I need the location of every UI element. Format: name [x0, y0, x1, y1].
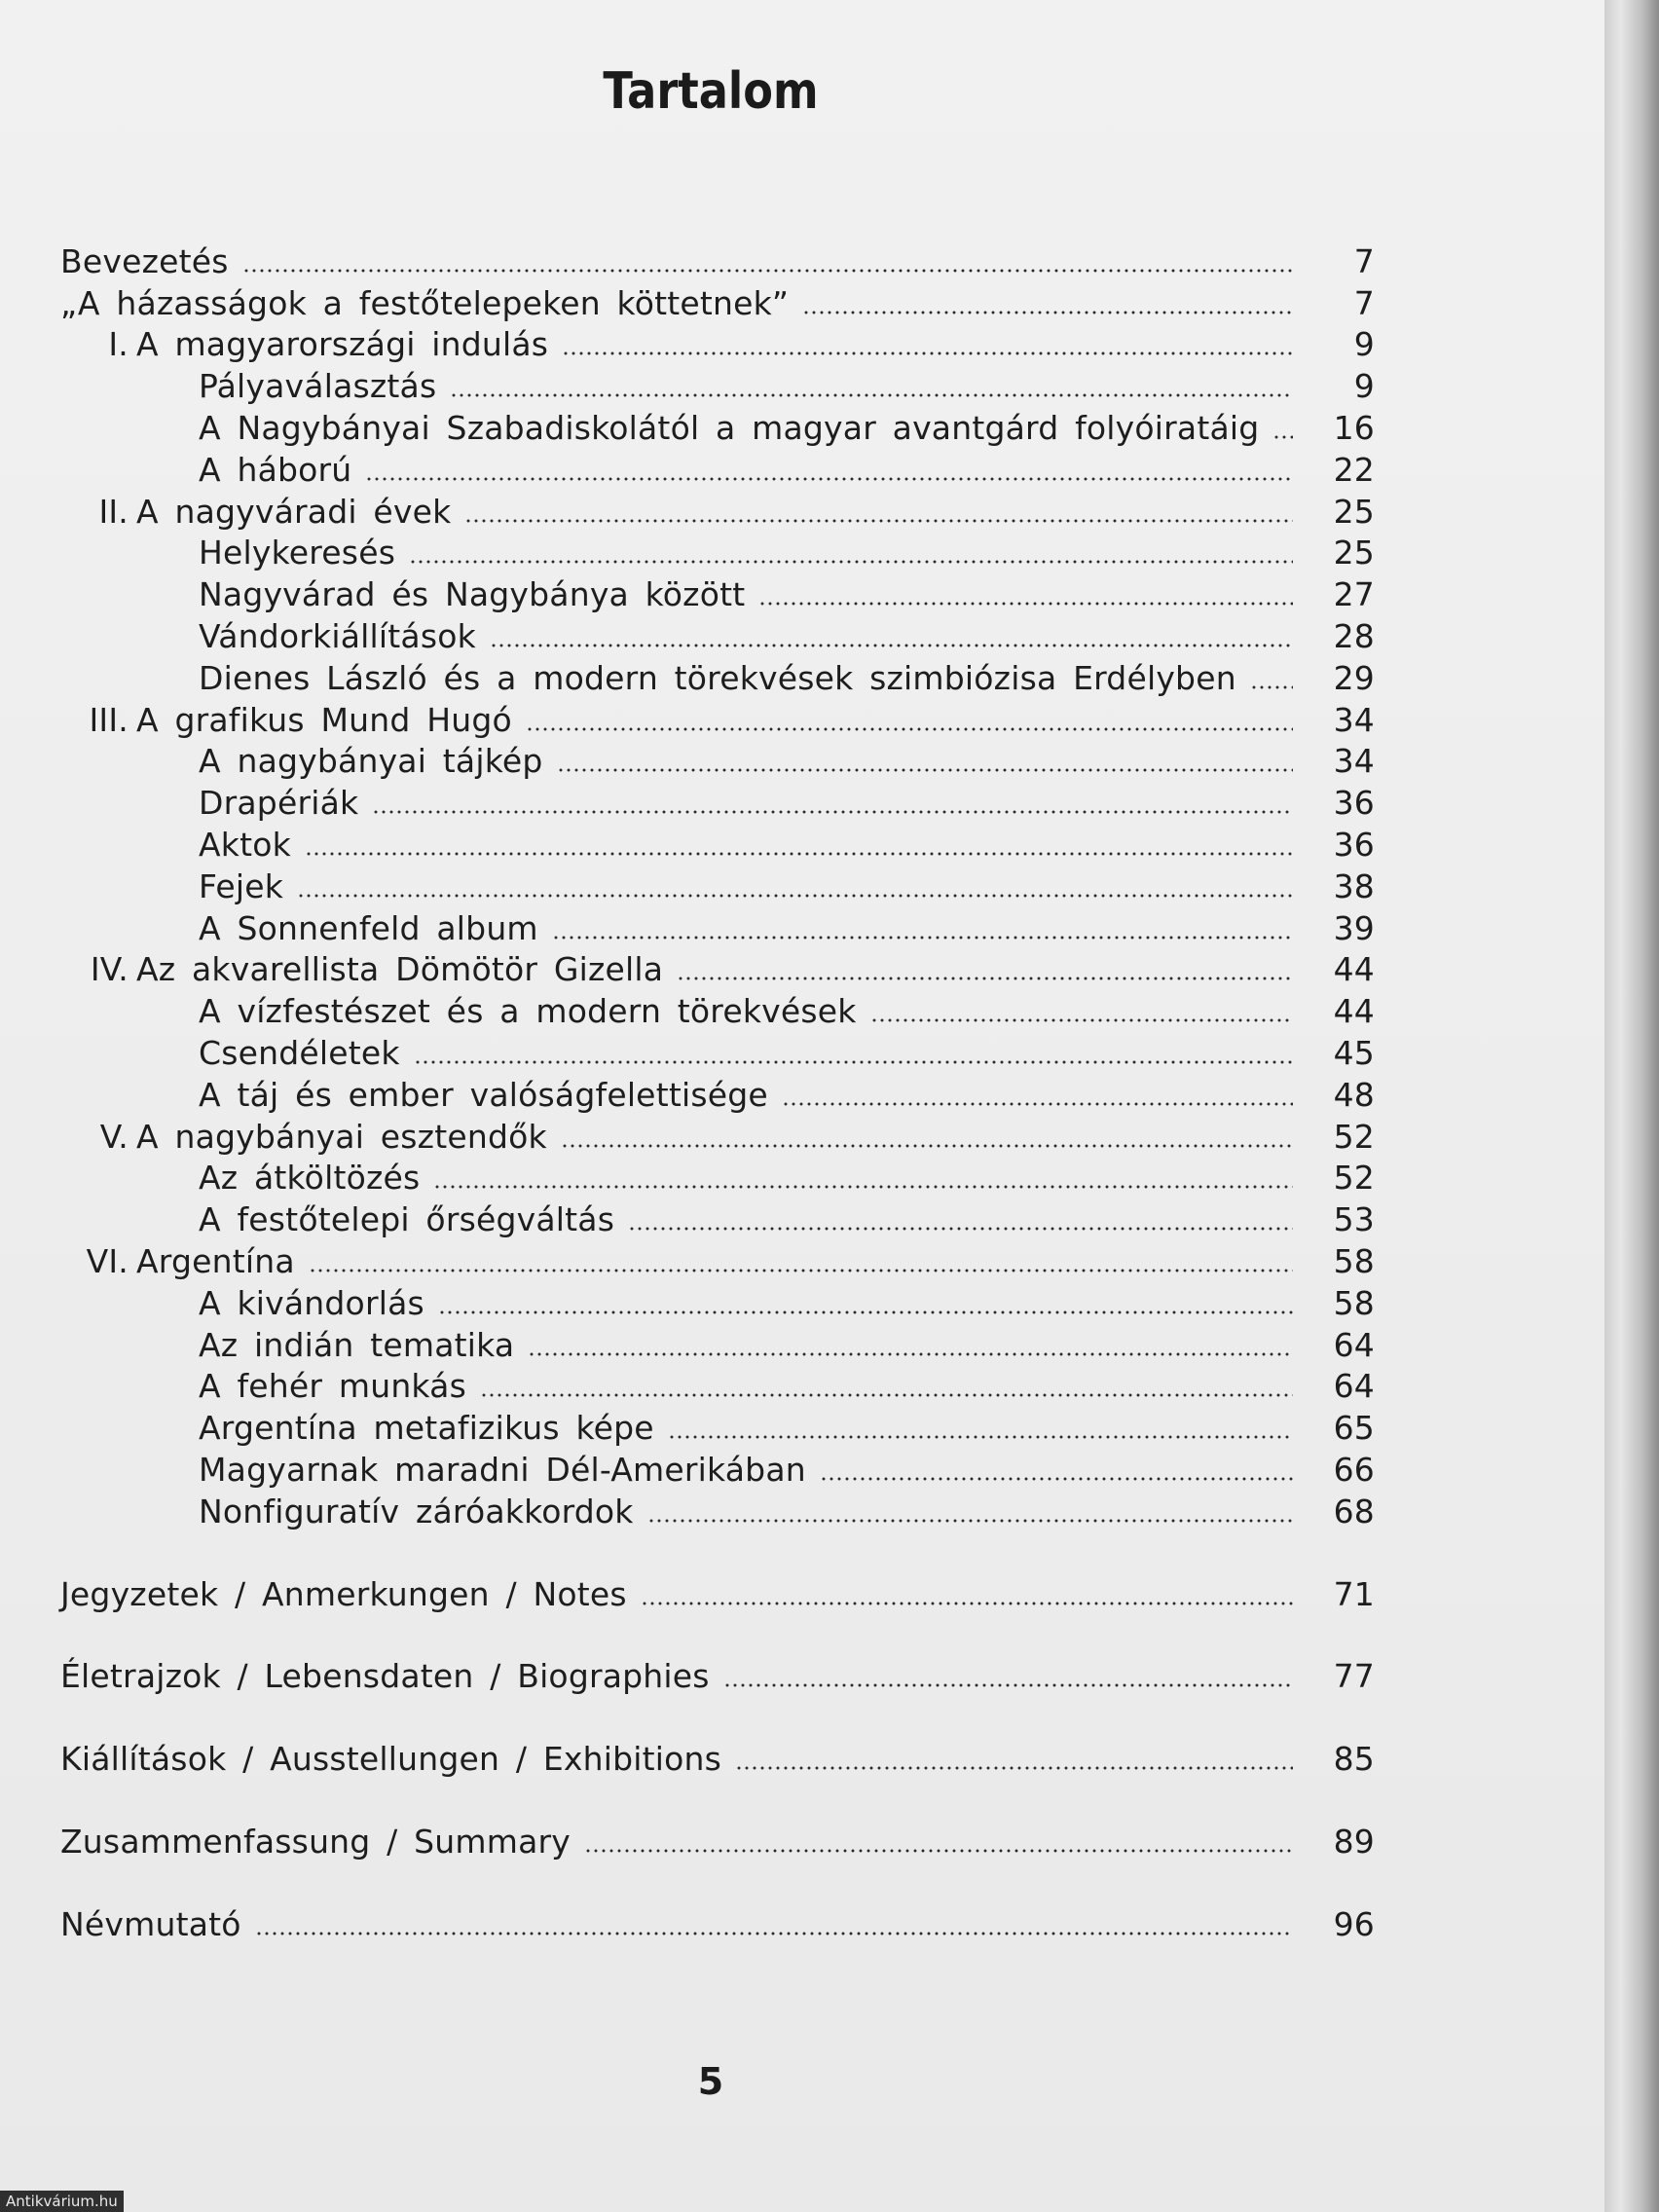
toc-page-number: 22: [1333, 450, 1375, 489]
toc-chapter-numeral: VI.: [86, 1241, 129, 1280]
toc-entry-title: Az indián tematika: [199, 1325, 515, 1364]
toc-entry: [60, 1364, 1375, 1406]
toc-page-number: 36: [1333, 825, 1375, 864]
toc-entry: [60, 1489, 1375, 1530]
dot-leader: [584, 1849, 1293, 1853]
toc-entry: [60, 1156, 1375, 1198]
toc-entry: [60, 1238, 1375, 1280]
toc-entry: [60, 1197, 1375, 1238]
toc-entry: [60, 1447, 1375, 1489]
dot-leader: [561, 1144, 1293, 1148]
toc-entry-title: Argentína: [136, 1241, 295, 1280]
toc-chapter-numeral: V.: [99, 1117, 129, 1156]
toc-page-number: 64: [1333, 1325, 1375, 1364]
toc-page-number: 65: [1333, 1409, 1375, 1448]
dot-leader: [723, 1683, 1293, 1687]
toc-page-number: 58: [1333, 1283, 1375, 1322]
toc-entry-title: A vízfestészet és a modern törekvések: [199, 992, 857, 1031]
toc-page-number: 9: [1353, 325, 1375, 364]
toc-entry: [60, 1819, 1375, 1861]
dot-leader: [1272, 435, 1293, 439]
watermark: Antikvárium.hu: [0, 2191, 124, 2212]
toc-page-number: 9: [1353, 367, 1375, 406]
dot-leader: [1250, 685, 1293, 689]
toc-entry-title: A grafikus Mund Hugó: [136, 700, 512, 739]
toc-entry-title: A kivándorlás: [199, 1283, 424, 1322]
toc-entry-title: Nagyvárad és Nagybánya között: [199, 575, 746, 614]
toc-entry-title: Dienes László és a modern törekvések szimbiózisa Erdélyben: [199, 658, 1236, 697]
dot-leader: [758, 602, 1293, 606]
toc-entry: [60, 1405, 1375, 1447]
dot-leader: [647, 1519, 1293, 1523]
toc-entry: [60, 1114, 1375, 1156]
toc-entry: [60, 1736, 1375, 1778]
toc-entry: [60, 864, 1375, 905]
toc-entry-title: A Nagybányai Szabadiskolától a magyar avantgárd folyóiratáig: [199, 408, 1260, 447]
dot-leader: [372, 810, 1293, 814]
dot-leader: [433, 1185, 1293, 1189]
toc-entry: [60, 280, 1375, 322]
toc-page-number: 71: [1333, 1574, 1375, 1613]
toc-entry-title: Bevezetés: [60, 241, 229, 280]
dot-leader: [802, 311, 1293, 314]
toc-page-number: 68: [1333, 1492, 1375, 1530]
toc-entry-title: A táj és ember valóságfelettisége: [199, 1075, 768, 1114]
toc-entry: [60, 1030, 1375, 1072]
toc-entry-title: Jegyzetek / Anmerkungen / Notes: [60, 1574, 627, 1613]
toc-page-number: 28: [1333, 616, 1375, 655]
toc-entry-title: Kiállítások / Ausstellungen / Exhibitions: [60, 1740, 722, 1779]
toc-page-number: 77: [1333, 1657, 1375, 1696]
toc-entry: [60, 655, 1375, 697]
toc-entry-title: A nagybányai esztendők: [136, 1117, 547, 1156]
toc-page-number: 7: [1353, 283, 1375, 322]
toc-page-number: 44: [1333, 992, 1375, 1031]
toc-entry-title: Csendéletek: [199, 1033, 400, 1072]
toc-entry-title: A Sonnenfeld album: [199, 908, 538, 947]
toc-page-number: 85: [1333, 1740, 1375, 1779]
dot-leader: [668, 1435, 1293, 1439]
toc-entry-title: A magyarországi indulás: [136, 325, 549, 364]
toc-entry: [60, 905, 1375, 947]
toc-entry: [60, 322, 1375, 364]
toc-page-number: 53: [1333, 1200, 1375, 1239]
toc-page-number: 29: [1333, 658, 1375, 697]
toc-entry-title: A nagyváradi évek: [136, 492, 452, 531]
toc-page-number: 45: [1333, 1033, 1375, 1072]
toc-entry-title: Zusammenfassung / Summary: [60, 1822, 571, 1861]
toc-entry-title: Életrajzok / Lebensdaten / Biographies: [60, 1657, 710, 1696]
toc-page-number: 58: [1333, 1241, 1375, 1280]
toc-page-number: 7: [1353, 241, 1375, 280]
toc-page-number: 39: [1333, 908, 1375, 947]
dot-leader: [526, 727, 1293, 731]
toc-page-number: 25: [1333, 534, 1375, 572]
toc-entry: [60, 739, 1375, 781]
toc-page-number: 96: [1333, 1904, 1375, 1943]
toc-page-number: 48: [1333, 1075, 1375, 1114]
dot-leader: [641, 1602, 1293, 1605]
toc-chapter-numeral: IV.: [90, 950, 129, 989]
toc-page-number: 52: [1333, 1117, 1375, 1156]
toc-page-number: 89: [1333, 1822, 1375, 1861]
dot-leader: [409, 560, 1293, 564]
toc-entry: [60, 489, 1375, 531]
dot-leader: [450, 393, 1293, 397]
dot-leader: [297, 894, 1293, 898]
toc-entry-title: Fejek: [199, 866, 284, 905]
toc-entry: [60, 1072, 1375, 1114]
toc-page-number: 25: [1333, 492, 1375, 531]
toc-entry: [60, 405, 1375, 447]
dot-leader: [735, 1766, 1293, 1770]
dot-leader: [528, 1352, 1293, 1356]
toc-entry-title: Argentína metafizikus képe: [199, 1409, 654, 1448]
toc-entry-title: Pályaválasztás: [199, 367, 437, 406]
toc-entry-title: Magyarnak maradni Dél-Amerikában: [199, 1450, 806, 1489]
dot-leader: [820, 1477, 1293, 1481]
dot-leader: [309, 1269, 1293, 1272]
dot-leader: [552, 936, 1293, 940]
toc-page-number: 44: [1333, 950, 1375, 989]
dot-leader: [365, 477, 1293, 481]
toc-entry-title: Az átköltözés: [199, 1159, 421, 1198]
toc-entry-title: Drapériák: [199, 784, 359, 823]
toc-entry: [60, 822, 1375, 864]
toc-entry-title: A nagybányai tájkép: [199, 742, 543, 781]
toc-entry: [60, 447, 1375, 489]
page-number: 5: [697, 2060, 724, 2103]
dot-leader: [464, 519, 1293, 523]
dot-leader: [562, 351, 1293, 355]
toc-chapter-numeral: III.: [89, 700, 129, 739]
toc-entry: [60, 1654, 1375, 1696]
toc-entry: [60, 571, 1375, 613]
toc-page-number: 36: [1333, 784, 1375, 823]
toc-entry-title: Az akvarellista Dömötör Gizella: [136, 950, 664, 989]
toc-entry: [60, 363, 1375, 405]
toc-entry: [60, 531, 1375, 572]
page-title: Tartalom: [603, 62, 819, 121]
toc-entry: [60, 1571, 1375, 1613]
dot-leader: [438, 1310, 1293, 1314]
toc-entry-title: „A házasságok a festőtelepeken köttetnek”: [60, 283, 790, 322]
dot-leader: [255, 1932, 1293, 1936]
toc-entry: [60, 697, 1375, 739]
toc-page-number: 34: [1333, 742, 1375, 781]
toc-entry-title: Névmutató: [60, 1904, 241, 1943]
toc-entry: [60, 947, 1375, 989]
dot-leader: [628, 1227, 1293, 1231]
table-of-contents: [60, 239, 1375, 1943]
toc-entry: [60, 780, 1375, 822]
toc-entry-title: Aktok: [199, 825, 291, 864]
toc-entry-title: A háború: [199, 450, 352, 489]
dot-leader: [480, 1393, 1293, 1397]
toc-page-number: 52: [1333, 1159, 1375, 1198]
dot-leader: [414, 1060, 1293, 1064]
toc-entry: [60, 1280, 1375, 1322]
dot-leader: [870, 1018, 1293, 1022]
toc-entry: [60, 988, 1375, 1030]
toc-entry-title: Helykeresés: [199, 534, 396, 572]
dot-leader: [242, 269, 1293, 273]
dot-leader: [677, 977, 1293, 980]
toc-entry-title: A festőtelepi őrségváltás: [199, 1200, 615, 1239]
toc-entry-title: A fehér munkás: [199, 1367, 466, 1406]
toc-page-number: 66: [1333, 1450, 1375, 1489]
toc-page-number: 38: [1333, 866, 1375, 905]
toc-entry-title: Nonfiguratív záróakkordok: [199, 1492, 634, 1530]
toc-chapter-numeral: I.: [108, 325, 129, 364]
dot-leader: [782, 1102, 1293, 1106]
toc-entry: [60, 1901, 1375, 1943]
page-stack-edge: [1604, 0, 1659, 2212]
dot-leader: [490, 644, 1293, 647]
toc-page-number: 64: [1333, 1367, 1375, 1406]
toc-page-number: 27: [1333, 575, 1375, 614]
dot-leader: [557, 768, 1294, 772]
toc-entry: [60, 1322, 1375, 1364]
toc-page-number: 34: [1333, 700, 1375, 739]
toc-entry: [60, 239, 1375, 280]
toc-chapter-numeral: II.: [98, 492, 129, 531]
toc-entry: [60, 613, 1375, 655]
toc-entry-title: Vándorkiállítások: [199, 616, 476, 655]
dot-leader: [305, 852, 1293, 856]
toc-page-number: 16: [1333, 408, 1375, 447]
